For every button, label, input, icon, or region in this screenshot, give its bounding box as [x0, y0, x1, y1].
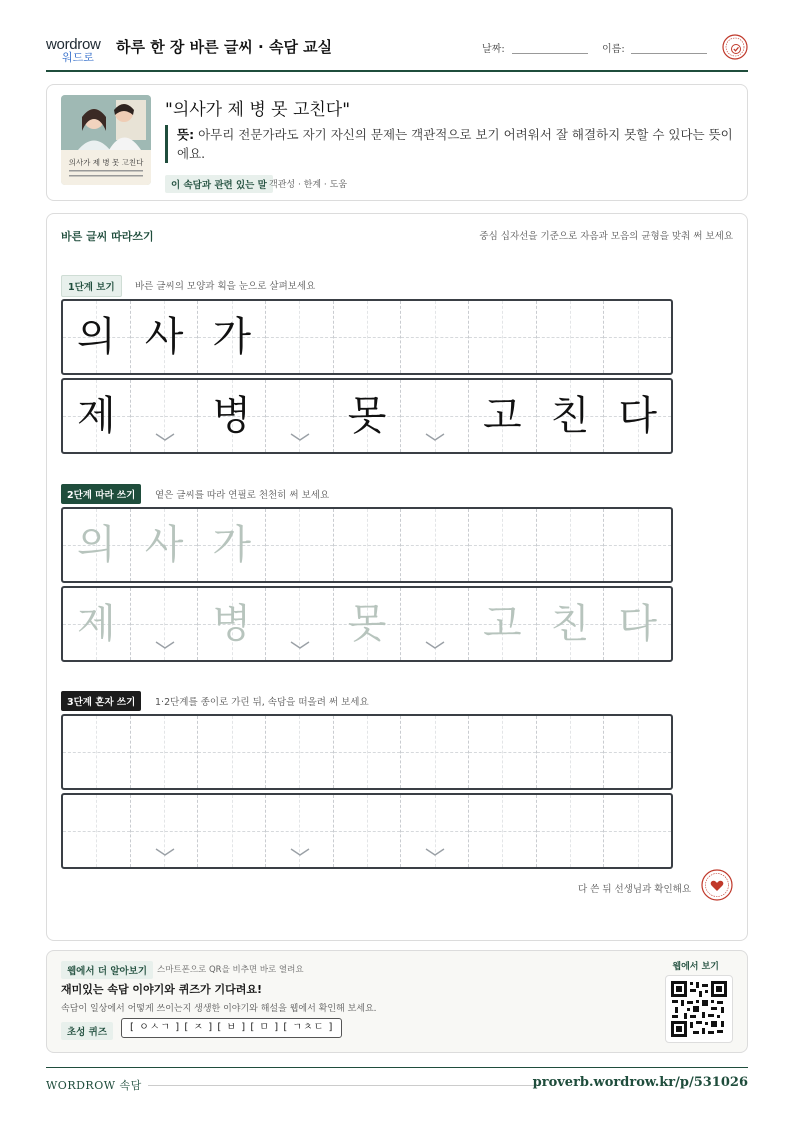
- space-mark-icon: [155, 432, 175, 442]
- grid-cell[interactable]: [333, 509, 401, 581]
- grid-cell[interactable]: [603, 509, 671, 581]
- model-char: 고: [483, 393, 522, 439]
- grid-cell: [130, 301, 198, 373]
- step1-row2: [61, 378, 673, 454]
- proverb-meaning: [165, 125, 735, 163]
- initial-quiz: [ ㅇㅅㄱ ] [ ㅈ ] [ ㅂ ] [ ㅁ ] [ ㄱㅊㄷ ]: [121, 1018, 342, 1038]
- grid-cell[interactable]: [400, 716, 468, 788]
- space-mark-icon: [155, 640, 175, 650]
- grid-cell[interactable]: [197, 588, 265, 660]
- grid-cell[interactable]: [536, 795, 604, 867]
- page-footer: [46, 1067, 748, 1097]
- trace-char: 병: [212, 601, 251, 647]
- grid-cell[interactable]: [603, 588, 671, 660]
- trace-char: 고: [483, 601, 522, 647]
- grid-cell[interactable]: [197, 509, 265, 581]
- grid-cell: [63, 301, 130, 373]
- model-char: 친: [550, 393, 590, 439]
- step3-row1[interactable]: [61, 714, 673, 790]
- model-char: 사: [144, 314, 184, 360]
- date-field[interactable]: [512, 53, 588, 54]
- check-note: 다 쓴 뒤 선생님과 확인해요: [577, 884, 691, 895]
- step3-badge: 3단계 혼자 쓰기: [61, 691, 141, 711]
- step3-row2[interactable]: [61, 793, 673, 869]
- name-label: 이름:: [602, 44, 625, 55]
- grid-cell: [265, 380, 333, 452]
- practice-card: [46, 213, 748, 941]
- footer-divider: [148, 1085, 540, 1086]
- trace-char: 사: [144, 522, 184, 568]
- trace-char: 다: [618, 601, 658, 647]
- step1-desc: 바른 글씨의 모양과 획을 눈으로 살펴보세요: [135, 281, 316, 292]
- grid-cell[interactable]: [468, 509, 536, 581]
- space-mark-icon: [290, 640, 310, 650]
- model-char: 다: [618, 393, 658, 439]
- web-more-card: [46, 950, 748, 1053]
- grid-cell[interactable]: [265, 509, 333, 581]
- logo-korean: 워드로: [62, 51, 94, 64]
- space-mark-icon: [425, 432, 445, 442]
- grid-cell: [197, 301, 265, 373]
- web-more-desc: 스마트폰으로 QR을 비추면 바로 열려요: [157, 965, 304, 975]
- grid-cell: [130, 380, 198, 452]
- name-field[interactable]: [631, 53, 707, 54]
- grid-cell[interactable]: [400, 588, 468, 660]
- grid-cell[interactable]: [400, 795, 468, 867]
- web-more-subtitle: 속담이 일상에서 어떻게 쓰이는지 생생한 이야기와 해설을 웹에서 확인해 보세요.: [61, 1004, 377, 1014]
- grid-cell[interactable]: [197, 795, 265, 867]
- check-stamp-icon: [722, 34, 748, 60]
- footer-url[interactable]: proverb.wordrow.kr/p/531026: [532, 1075, 748, 1090]
- trace-char: 가: [212, 522, 251, 568]
- grid-cell[interactable]: [265, 716, 333, 788]
- web-more-title: 재미있는 속담 이야기와 퀴즈가 기다려요!: [61, 983, 262, 996]
- grid-cell: [603, 380, 671, 452]
- step2-badge: 2단계 따라 쓰기: [61, 484, 141, 504]
- grid-cell[interactable]: [536, 509, 604, 581]
- step3-desc: 1·2단계를 종이로 가린 뒤, 속담을 떠올려 써 보세요: [155, 697, 369, 708]
- grid-cell[interactable]: [197, 716, 265, 788]
- meaning-text: 아무리 전문가라도 자기 자신의 문제는 객관적으로 보기 어려워서 잘 해결하지 못할 수 있다는 뜻이에요.: [177, 127, 733, 161]
- qr-label: 웹에서 보기: [672, 962, 719, 972]
- trace-char: 친: [550, 601, 590, 647]
- grid-cell[interactable]: [333, 588, 401, 660]
- practice-section-title: 바른 글씨 따라쓰기: [61, 230, 154, 243]
- grid-cell[interactable]: [63, 795, 130, 867]
- grid-cell[interactable]: [265, 588, 333, 660]
- proverb-title: "의사가 제 병 못 고친다": [165, 100, 351, 120]
- grid-cell[interactable]: [63, 509, 130, 581]
- grid-cell: [333, 380, 401, 452]
- page-header: [46, 30, 748, 72]
- model-char: 제: [77, 393, 116, 439]
- trace-char: 못: [347, 601, 387, 647]
- grid-cell[interactable]: [130, 509, 198, 581]
- grid-cell[interactable]: [333, 795, 401, 867]
- grid-cell[interactable]: [536, 716, 604, 788]
- grid-cell: [468, 301, 536, 373]
- heart-stamp-icon: [701, 869, 733, 901]
- grid-cell[interactable]: [468, 795, 536, 867]
- grid-cell: [197, 380, 265, 452]
- meaning-label: 뜻:: [177, 127, 195, 142]
- grid-cell[interactable]: [130, 795, 198, 867]
- grid-cell[interactable]: [400, 509, 468, 581]
- trace-char: 제: [77, 601, 116, 647]
- grid-cell[interactable]: [468, 588, 536, 660]
- qr-code-icon: [671, 981, 727, 1037]
- illustration-image: [61, 95, 151, 185]
- grid-cell: [603, 301, 671, 373]
- practice-section-note: 중심 십자선을 기준으로 자음과 모음의 균형을 맞춰 써 보세요: [479, 231, 733, 242]
- step1-badge: 1단계 보기: [61, 275, 122, 297]
- grid-cell[interactable]: [130, 588, 198, 660]
- step1-row1: [61, 299, 673, 375]
- step2-row1[interactable]: [61, 507, 673, 583]
- footer-brand: WORDROW 속담: [46, 1079, 142, 1092]
- grid-cell: [265, 301, 333, 373]
- grid-cell: [333, 301, 401, 373]
- related-words: 객관성 · 한계 · 도움: [269, 180, 348, 190]
- qr-code-link[interactable]: [665, 975, 733, 1043]
- grid-cell[interactable]: [130, 716, 198, 788]
- wordrow-logo: [46, 36, 106, 62]
- related-badge: 이 속담과 관련 있는 말: [165, 175, 273, 193]
- grid-cell[interactable]: [265, 795, 333, 867]
- model-char: 가: [212, 314, 251, 360]
- model-char: 병: [212, 393, 251, 439]
- grid-cell[interactable]: [603, 716, 671, 788]
- grid-cell: [63, 380, 130, 452]
- grid-cell: [536, 301, 604, 373]
- proverb-card: [46, 84, 748, 201]
- web-more-badge: 웹에서 더 알아보기: [61, 961, 153, 979]
- thumb-caption: 의사가 제 병 못 고친다: [68, 158, 144, 167]
- trace-char: 의: [77, 522, 116, 568]
- model-char: 의: [77, 314, 116, 360]
- grid-cell[interactable]: [603, 795, 671, 867]
- logo-text: wordrow: [46, 36, 101, 53]
- step2-desc: 옅은 글씨를 따라 연필로 천천히 써 보세요: [155, 490, 330, 501]
- grid-cell: [536, 380, 604, 452]
- grid-cell[interactable]: [468, 716, 536, 788]
- grid-cell: [400, 301, 468, 373]
- date-label: 날짜:: [482, 44, 505, 55]
- step2-row2[interactable]: [61, 586, 673, 662]
- grid-cell[interactable]: [536, 588, 604, 660]
- grid-cell[interactable]: [63, 588, 130, 660]
- grid-cell[interactable]: [333, 716, 401, 788]
- grid-cell: [468, 380, 536, 452]
- proverb-illustration: [61, 95, 151, 185]
- grid-cell[interactable]: [63, 716, 130, 788]
- space-mark-icon: [155, 847, 175, 857]
- space-mark-icon: [290, 432, 310, 442]
- grid-cell: [400, 380, 468, 452]
- model-char: 못: [347, 393, 387, 439]
- space-mark-icon: [425, 847, 445, 857]
- quiz-badge: 초성 퀴즈: [61, 1022, 113, 1040]
- space-mark-icon: [425, 640, 445, 650]
- space-mark-icon: [290, 847, 310, 857]
- page-title: 하루 한 장 바른 글씨 · 속담 교실: [116, 38, 333, 56]
